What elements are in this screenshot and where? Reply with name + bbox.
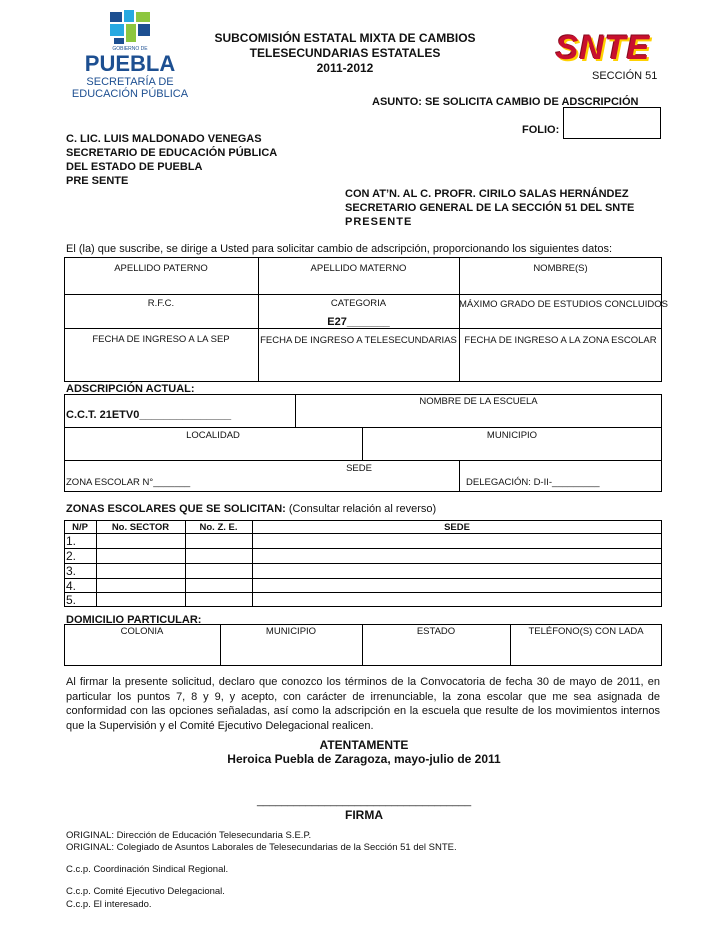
nombres-label: NOMBRE(S) xyxy=(533,263,588,274)
adscripcion-title: ADSCRIPCIÓN ACTUAL: xyxy=(66,383,195,395)
domicilio-title: DOMICILIO PARTICULAR: xyxy=(66,614,202,626)
signature-line[interactable]: ___________________________________ xyxy=(256,795,472,807)
categoria-label: CATEGORIA xyxy=(330,298,387,309)
estado-label: ESTADO xyxy=(416,626,456,637)
rfc-label: R.F.C. xyxy=(147,298,175,309)
attention-line2: SECRETARIO GENERAL DE LA SECCIÓN 51 DEL SNTE xyxy=(345,202,635,214)
zonas-row-3: 3. xyxy=(66,564,77,578)
addressee-line1: C. LIC. LUIS MALDONADO VENEGAS xyxy=(66,133,262,145)
attention-line3: PRESENTE xyxy=(345,216,413,228)
footer-ccp2: C.c.p. Comité Ejecutivo Delegacional. xyxy=(66,886,225,897)
header-line3: 2011-2012 xyxy=(316,61,374,75)
municipio-label: MUNICIPIO xyxy=(486,430,538,441)
domicilio-municipio-label: MUNICIPIO xyxy=(265,626,317,637)
puebla-logo xyxy=(70,8,190,104)
snte-section: SECCIÓN 51 xyxy=(592,70,658,82)
ingreso-tele-label: FECHA DE INGRESO A TELESECUNDARIAS xyxy=(260,335,457,346)
estudios-label: MÁXIMO GRADO DE ESTUDIOS CONCLUIDOS xyxy=(459,299,669,310)
zonas-row-5: 5. xyxy=(66,593,77,607)
cct-field[interactable]: C.C.T. 21ETV0_______________ xyxy=(66,409,232,421)
addressee-line2: SECRETARIO DE EDUCACIÓN PÚBLICA xyxy=(66,147,278,159)
footer-ccp3: C.c.p. El interesado. xyxy=(66,899,152,910)
apellido-paterno-label: APELLIDO PATERNO xyxy=(114,263,208,274)
puebla-small-text: GOBIERNO DE xyxy=(112,46,148,52)
asunto: ASUNTO: SE SOLICITA CAMBIO DE ADSCRIPCIÓN xyxy=(372,96,639,108)
addressee-line4: PRE SENTE xyxy=(66,175,129,187)
intro-text: El (la) que suscribe, se dirige a Usted para solicitar cambio de adscripción, proporcionando los siguientes datos: xyxy=(66,243,613,255)
declaration-text: Al firmar la presente solicitud, declaro que conozco los términos de la Convocatoria de fecha 30 de mayo de 2011, en particular los puntos 7, 8 y 9, y acepto, con carácter de irrenunciable, la zona escolar que me sea asignada de conformidad con las opciones señaladas, así como la adscripción en la escuela que resulte de los movimientos internos que la Supervisión y el Comité Ejecutivo Delegacional realicen. xyxy=(66,676,660,732)
apellido-materno-label: APELLIDO MATERNO xyxy=(310,263,407,274)
puebla-line1: SECRETARÍA DE xyxy=(86,76,174,88)
snte-name: SNTE xyxy=(555,29,651,67)
zonas-note: (Consultar relación al reverso) xyxy=(288,503,437,515)
zonas-header-sede: SEDE xyxy=(444,522,470,533)
ingreso-sep-label: FECHA DE INGRESO A LA SEP xyxy=(92,334,230,345)
folio-label: FOLIO: xyxy=(522,124,560,136)
zona-escolar-field[interactable]: ZONA ESCOLAR N°_______ xyxy=(66,477,191,488)
footer-orig2: ORIGINAL: Colegiado de Asuntos Laborales de Telesecundarias de la Sección 51 del SNTE. xyxy=(66,842,457,853)
zonas-header-np: N/P xyxy=(72,522,88,533)
zonas-header-sector: No. SECTOR xyxy=(111,522,170,533)
firma-label: FIRMA xyxy=(345,808,383,822)
puebla-name: PUEBLA xyxy=(84,51,176,76)
zonas-header-ze: No. Z. E. xyxy=(199,522,238,533)
footer-ccp1: C.c.p. Coordinación Sindical Regional. xyxy=(66,864,229,875)
zonas-heading xyxy=(66,502,436,516)
attention-line1: CON AT’N. AL C. PROFR. CIRILO SALAS HERNÁNDEZ xyxy=(345,188,629,200)
closing-place: Heroica Puebla de Zaragoza, mayo-julio de 2011 xyxy=(227,752,501,766)
telefono-label: TELÉFONO(S) CON LADA xyxy=(528,626,644,637)
nombre-escuela-label: NOMBRE DE LA ESCUELA xyxy=(419,396,538,407)
snte-logo xyxy=(548,28,660,84)
zonas-row-1: 1. xyxy=(66,534,77,548)
header-line2: TELESECUNDARIAS ESTATALES xyxy=(249,46,441,60)
puebla-emblem-icon xyxy=(108,8,154,46)
ingreso-zona-label: FECHA DE INGRESO A LA ZONA ESCOLAR xyxy=(464,335,657,346)
colonia-label: COLONIA xyxy=(120,626,164,637)
footer-orig1: ORIGINAL: Dirección de Educación Telesecundaria S.E.P. xyxy=(66,830,312,841)
zonas-title: ZONAS ESCOLARES QUE SE SOLICITAN: xyxy=(66,503,286,515)
folio-field[interactable] xyxy=(563,107,661,139)
zonas-row-2: 2. xyxy=(66,549,77,563)
addressee-line3: DEL ESTADO DE PUEBLA xyxy=(66,161,203,173)
atentamente: ATENTAMENTE xyxy=(319,738,409,752)
header-line1: SUBCOMISIÓN ESTATAL MIXTA DE CAMBIOS xyxy=(214,31,476,45)
categoria-value[interactable]: E27_______ xyxy=(327,316,390,328)
localidad-label: LOCALIDAD xyxy=(186,430,240,441)
sede-label: SEDE xyxy=(346,463,372,474)
puebla-line2: EDUCACIÓN PÚBLICA xyxy=(71,88,189,100)
delegacion-field[interactable]: DELEGACIÓN: D-II-_________ xyxy=(466,477,600,488)
zonas-row-4: 4. xyxy=(66,579,77,593)
